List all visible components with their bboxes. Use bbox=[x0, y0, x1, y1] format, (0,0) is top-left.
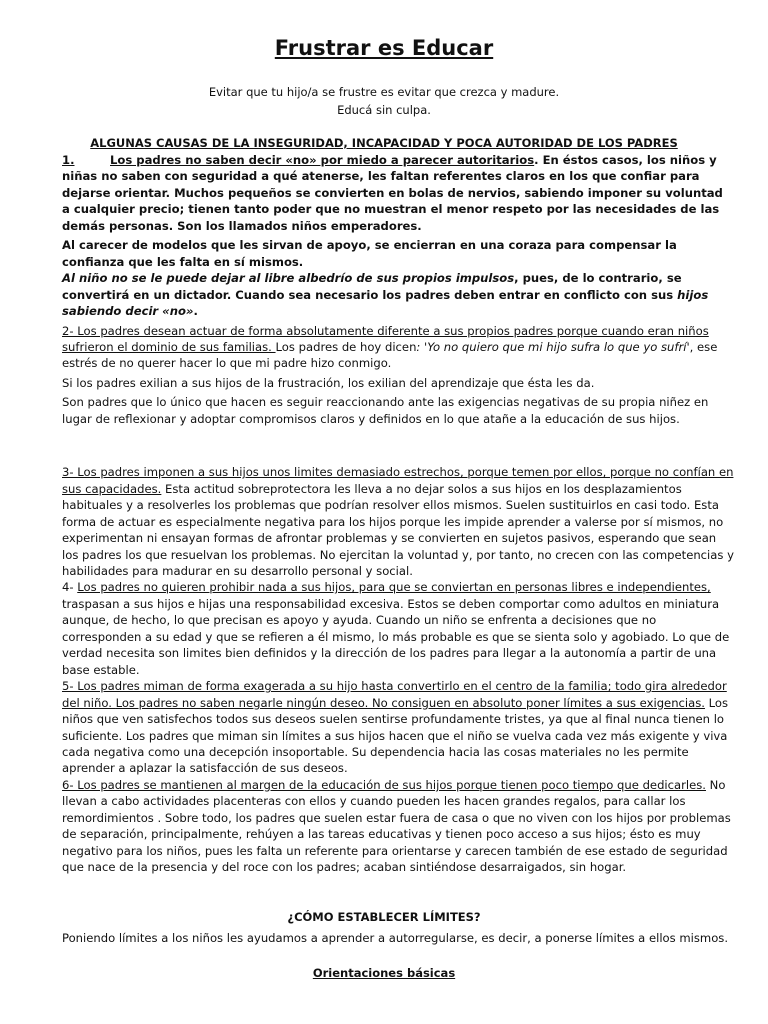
section-heading-causes: ALGUNAS CAUSAS DE LA INSEGURIDAD, INCAPACIDAD Y POCA AUTORIDAD DE LOS PADRES bbox=[90, 136, 678, 150]
cause-3-lead: 3- Los padres imponen a sus hijos unos limites demasiado estrechos, porque temen por ellos, porque no confían en sus capacidades. bbox=[62, 465, 734, 496]
cause-4-lead: Los padres no quieren prohibir nada a sus hijos, para que se conviertan en personas libres e independientes, bbox=[77, 580, 711, 595]
section-heading-orientations: Orientaciones básicas bbox=[312, 966, 456, 980]
paragraph-cause-2b: Si los padres exilian a sus hijos de la frustración, los exilian del aprendizaje que ésta les da. bbox=[62, 375, 595, 390]
cause-1-lead: Los padres no saben decir «no» por miedo a parecer autoritarios bbox=[110, 153, 535, 167]
paragraph-cause-2c: Son padres que lo único que hacen es seguir reaccionando ante las exigencias negativas de su propia niñez en lugar de reflexionar y adoptar compromisos claros y definidos en lo que atañe a la educación de sus hijos. bbox=[62, 395, 709, 426]
cause-5-text-2: Los niños que ven satisfechos todos sus deseos suelen sentirse profundamente tristes, ya que al final nunca tienen lo suficiente. Los padres que miman sin límites a sus hijos hacen que el niño se vuelva cada vez más exigente y viva cada negativa como una decepción insoportable. Su dependencia hacia las cosas materiales no les permite aprender a aplazar la satisfacción de sus deseos. bbox=[62, 695, 729, 776]
cause-6-text: No llevan a cabo actividades placenteras con ellos y cuando pueden les hacen grandes regalos, para callar los remordimientos . Sobre todo, los padres que suelen estar fuera de casa o que no viven con los hijos por problemas de separación, principalmente, rehúyen a las tareas educativas y tienen poco acceso a sus hijos; ésto es muy negativo para los niños, pues les falta un referente para orientarse y carecen también de ese estado de seguridad que nace de la presencia y del roce con los padres; acaban sintiéndose desarraigados, sin hogar. bbox=[62, 777, 731, 875]
cause-2-end: , ese estrés de no querer hacer lo que mi padre hizo conmigo. bbox=[62, 339, 718, 371]
paragraph-cause-2 bbox=[62, 323, 734, 372]
cause-2-lead: 2- Los padres desean actuar de forma absolutamente diferente a sus propios padres porque cuando eran niños sufrieron el dominio de sus familias. bbox=[62, 323, 709, 354]
cause-6-lead: 6- Los padres se mantienen al margen de la educación de sus hijos porque tienen poco tiempo que dedicarles. bbox=[62, 777, 706, 792]
cause-1-text: . En éstos casos, los niños y niñas no saben con seguridad a qué atenerse, les faltan referentes claros en los que confiar para dejarse orientar. Muchos pequeños se convierten en bolas de nervios, sabiendo imponer su voluntad a cualquier precio; tienen tanto poder que no muestran el menor respeto por las necesidades de las demás personas. Son los llamados niños emperadores. bbox=[62, 153, 723, 233]
paragraph-cause-4 bbox=[62, 579, 734, 678]
cause-2-text: Los padres de hoy dicen bbox=[275, 339, 417, 354]
cause-5-lead: 5- Los padres miman de forma exagerada a su hijo hasta convertirlo en el centro de la familia; todo gira alrededor del niño. bbox=[62, 679, 727, 710]
paragraph-cause-1b: Al carecer de modelos que les sirvan de apoyo, se encierran en una coraza para compensar la confianza que les falta en sí mismos. bbox=[62, 238, 677, 269]
subtitle-line-1: Evitar que tu hijo/a se frustre es evitar que crezca y madure. bbox=[208, 85, 560, 99]
paragraph-cause-1c bbox=[62, 270, 734, 319]
section-heading-limits: ¿CÓMO ESTABLECER LÍMITES? bbox=[287, 910, 481, 924]
paragraph-cause-6 bbox=[62, 777, 734, 876]
paragraph-limits: Poniendo límites a los niños les ayudamos a aprender a autorregularse, es decir, a ponerse límites a ellos mismos. bbox=[62, 931, 729, 945]
cause-4-number: 4- bbox=[62, 580, 78, 595]
cause-4-text: traspasan a sus hijos e hijas una responsabilidad excesiva. Estos se deben comportar como adultos en miniatura aunque, de hecho, lo que precisan es apoyo y ayuda. Cuando un niño se enfrenta a decisiones que no corresponden a su edad y que se refieren a él mismo, lo más probable es que se sienta solo y agobiado. Lo que de verdad necesita son limites bien definidos y la dirección de los padres para llegar a la autonomía a partir de una base estable. bbox=[62, 596, 730, 677]
cause-3-text: Esta actitud sobreprotectora les lleva a no dejar solos a sus hijos en los desplazamientos habituales y a resolverles los problemas que podrían resolver ellos mismos. Suelen sustituirlos en casi todo. Esta forma de actuar es especialmente negativa para los hijos porque les impide aprender a valerse por sí mismos, no experimentan ni ensayan formas de afrontar problemas y se convierten en sujetos pasivos, esperando que sean los padres los que resuelvan los problemas. No ejercitan la voluntad y, por tanto, no crecen con las competencias y habilidades para madurar en su desarrollo personal y social. bbox=[62, 481, 734, 578]
paragraph-cause-5 bbox=[62, 678, 734, 777]
document-title: Frustrar es Educar bbox=[274, 36, 494, 60]
paragraph-cause-1 bbox=[62, 152, 734, 234]
cause-1-number: 1. bbox=[62, 153, 75, 167]
cause-1c-middle: , pues, de lo contrario, se convertirá en un dictador. Cuando sea necesario los padres deben entrar en conflicto con sus bbox=[62, 271, 682, 302]
cause-1c-end: . bbox=[193, 304, 198, 319]
document-body bbox=[62, 152, 734, 876]
paragraph-cause-3 bbox=[62, 464, 734, 579]
cause-1c-italic-2: hijos sabiendo decir «no» bbox=[62, 287, 709, 319]
subtitle-line-2: Educá sin culpa. bbox=[337, 103, 431, 117]
cause-2-quote: : 'Yo no quiero que mi hijo sufra lo que yo sufrí' bbox=[416, 339, 690, 354]
cause-5-text-1: Los padres no saben negarle ningún deseo. No consiguen en absoluto poner límites a sus exigencias. bbox=[115, 695, 705, 710]
cause-1c-italic: Al niño no se le puede dejar al libre albedrío de sus propios impulsos bbox=[62, 271, 515, 286]
